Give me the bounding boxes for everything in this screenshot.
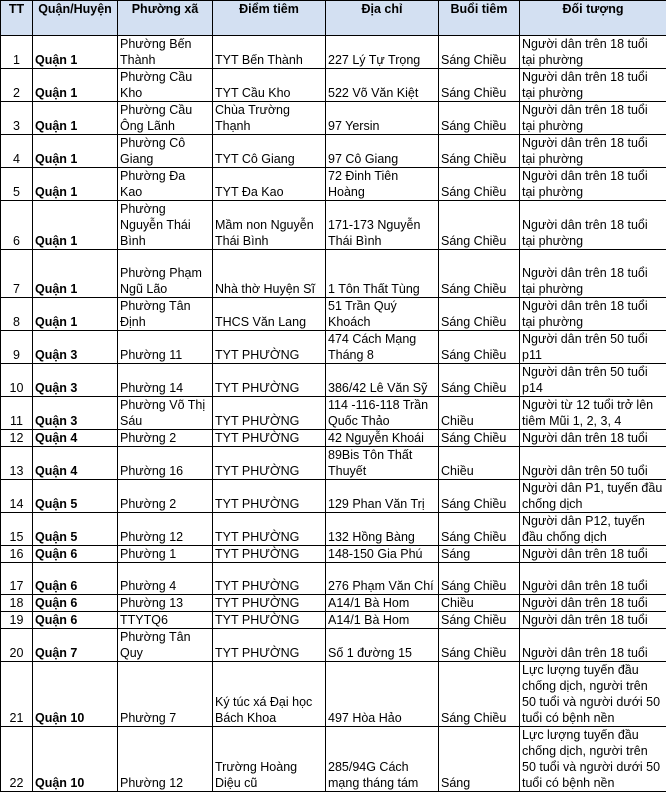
district-cell: Quận 1: [33, 298, 118, 331]
ward-cell: Phường Nguyễn Thái Bình: [118, 201, 213, 250]
table-row: [1, 135, 666, 168]
session-cell: Sáng Chiều: [439, 250, 520, 298]
session-cell: Sáng Chiều: [439, 36, 520, 69]
row-number: 10: [1, 364, 33, 397]
address-cell: 97 Yersin: [326, 102, 439, 135]
row-number: 1: [1, 36, 33, 69]
target-cell: Lực lượng tuyến đầu chống dịch, người trên 50 tuổi và người dưới 50 tuổi có bệnh nền: [520, 727, 666, 792]
site-cell: TYT Cô Giang: [213, 135, 326, 168]
address-cell: 1 Tôn Thất Tùng: [326, 250, 439, 298]
row-number: 2: [1, 69, 33, 102]
session-cell: Sáng Chiều: [439, 102, 520, 135]
ward-cell: Phường Cầu Kho: [118, 69, 213, 102]
ward-cell: Phường 14: [118, 364, 213, 397]
target-cell: Người từ 12 tuổi trở lên tiêm Mũi 1, 2, 3, 4: [520, 397, 666, 430]
district-cell: Quận 4: [33, 430, 118, 447]
ward-cell: Phường 11: [118, 331, 213, 364]
target-cell: Người dân trên 18 tuổi: [520, 595, 666, 612]
ward-cell: Phường 16: [118, 447, 213, 480]
target-cell: Người dân trên 18 tuổi tại phường: [520, 168, 666, 201]
address-cell: 114 -116-118 Trần Quốc Thảo: [326, 397, 439, 430]
table-row: [1, 480, 666, 513]
district-cell: Quận 1: [33, 36, 118, 69]
target-cell: Người dân trên 18 tuổi tại phường: [520, 250, 666, 298]
target-cell: Người dân trên 18 tuổi tại phường: [520, 201, 666, 250]
ward-cell: Phường Phạm Ngũ Lão: [118, 250, 213, 298]
site-cell: TYT PHƯỜNG: [213, 430, 326, 447]
target-cell: Người dân trên 18 tuổi tại phường: [520, 102, 666, 135]
row-number: 15: [1, 513, 33, 546]
target-cell: Người dân trên 18 tuổi: [520, 430, 666, 447]
ward-cell: Phường Võ Thị Sáu: [118, 397, 213, 430]
table-row: [1, 364, 666, 397]
address-cell: 285/94G Cách mạng tháng tám: [326, 727, 439, 792]
header-ward: Phường xã: [118, 1, 213, 36]
ward-cell: Phường Tân Định: [118, 298, 213, 331]
address-cell: 97 Cô Giang: [326, 135, 439, 168]
address-cell: 522 Võ Văn Kiệt: [326, 69, 439, 102]
table-row: [1, 397, 666, 430]
table-row: [1, 612, 666, 629]
site-cell: TYT PHƯỜNG: [213, 331, 326, 364]
address-cell: 42 Nguyễn Khoái: [326, 430, 439, 447]
address-cell: 129 Phan Văn Trị: [326, 480, 439, 513]
table-row: [1, 298, 666, 331]
district-cell: Quận 6: [33, 612, 118, 629]
address-cell: A14/1 Bà Hom: [326, 612, 439, 629]
site-cell: TYT PHƯỜNG: [213, 563, 326, 595]
session-cell: Sáng Chiều: [439, 629, 520, 662]
session-cell: Chiều: [439, 397, 520, 430]
address-cell: 171-173 Nguyễn Thái Bình: [326, 201, 439, 250]
row-number: 4: [1, 135, 33, 168]
table-row: [1, 201, 666, 250]
district-cell: Quận 5: [33, 480, 118, 513]
site-cell: Chùa Trường Thạnh: [213, 102, 326, 135]
ward-cell: Phường Bến Thành: [118, 36, 213, 69]
session-cell: Chiều: [439, 595, 520, 612]
header-row: [1, 1, 666, 36]
session-cell: Sáng Chiều: [439, 69, 520, 102]
district-cell: Quận 1: [33, 69, 118, 102]
site-cell: TYT Đa Kao: [213, 168, 326, 201]
target-cell: Người dân trên 50 tuổi p14: [520, 364, 666, 397]
ward-cell: Phường 2: [118, 430, 213, 447]
address-cell: Số 1 đường 15: [326, 629, 439, 662]
session-cell: Sáng Chiều: [439, 135, 520, 168]
table-row: [1, 513, 666, 546]
site-cell: TYT PHƯỜNG: [213, 513, 326, 546]
header-site: Điểm tiêm: [213, 1, 326, 36]
target-cell: Người dân trên 50 tuổi p11: [520, 331, 666, 364]
table-row: [1, 250, 666, 298]
row-number: 6: [1, 201, 33, 250]
target-cell: Người dân trên 50 tuổi: [520, 447, 666, 480]
row-number: 18: [1, 595, 33, 612]
address-cell: 148-150 Gia Phú: [326, 546, 439, 563]
table-row: [1, 595, 666, 612]
row-number: 17: [1, 563, 33, 595]
ward-cell: Phường Tân Quy: [118, 629, 213, 662]
session-cell: Sáng Chiều: [439, 612, 520, 629]
ward-cell: Phường 4: [118, 563, 213, 595]
district-cell: Quận 6: [33, 595, 118, 612]
row-number: 19: [1, 612, 33, 629]
address-cell: 497 Hòa Hảo: [326, 662, 439, 727]
ward-cell: Phường Cô Giang: [118, 135, 213, 168]
table-row: [1, 331, 666, 364]
table-row: [1, 69, 666, 102]
site-cell: Trường Hoàng Diệu cũ: [213, 727, 326, 792]
address-cell: 227 Lý Tự Trọng: [326, 36, 439, 69]
district-cell: Quận 1: [33, 250, 118, 298]
site-cell: TYT Cầu Kho: [213, 69, 326, 102]
site-cell: THCS Văn Lang: [213, 298, 326, 331]
address-cell: 89Bis Tôn Thất Thuyết: [326, 447, 439, 480]
site-cell: TYT PHƯỜNG: [213, 546, 326, 563]
target-cell: Người dân trên 18 tuổi: [520, 612, 666, 629]
row-number: 11: [1, 397, 33, 430]
target-cell: Người dân trên 18 tuổi tại phường: [520, 69, 666, 102]
address-cell: 474 Cách Mạng Tháng 8: [326, 331, 439, 364]
district-cell: Quận 3: [33, 364, 118, 397]
site-cell: Ký túc xá Đại học Bách Khoa: [213, 662, 326, 727]
address-cell: 276 Phạm Văn Chí: [326, 563, 439, 595]
row-number: 12: [1, 430, 33, 447]
row-number: 14: [1, 480, 33, 513]
address-cell: 51 Trần Quý Khoách: [326, 298, 439, 331]
header-district: Quận/Huyện: [33, 1, 118, 36]
target-cell: Người dân trên 18 tuổi: [520, 563, 666, 595]
table-row: [1, 430, 666, 447]
session-cell: Sáng Chiều: [439, 364, 520, 397]
session-cell: Sáng Chiều: [439, 298, 520, 331]
row-number: 9: [1, 331, 33, 364]
row-number: 22: [1, 727, 33, 792]
target-cell: Người dân trên 18 tuổi tại phường: [520, 135, 666, 168]
address-cell: 386/42 Lê Văn Sỹ: [326, 364, 439, 397]
session-cell: Sáng Chiều: [439, 480, 520, 513]
session-cell: Sáng: [439, 546, 520, 563]
table-row: [1, 546, 666, 563]
site-cell: TYT PHƯỜNG: [213, 480, 326, 513]
district-cell: Quận 5: [33, 513, 118, 546]
session-cell: Sáng Chiều: [439, 168, 520, 201]
ward-cell: TTYTQ6: [118, 612, 213, 629]
header-target: Đối tượng: [520, 1, 666, 36]
row-number: 21: [1, 662, 33, 727]
site-cell: TYT Bến Thành: [213, 36, 326, 69]
ward-cell: Phường Đa Kao: [118, 168, 213, 201]
target-cell: Người dân trên 18 tuổi: [520, 546, 666, 563]
row-number: 16: [1, 546, 33, 563]
site-cell: TYT PHƯỜNG: [213, 612, 326, 629]
site-cell: TYT PHƯỜNG: [213, 595, 326, 612]
table-row: [1, 629, 666, 662]
ward-cell: Phường 12: [118, 513, 213, 546]
target-cell: Người dân P12, tuyến đầu chống dịch: [520, 513, 666, 546]
district-cell: Quận 1: [33, 135, 118, 168]
session-cell: Sáng Chiều: [439, 331, 520, 364]
district-cell: Quận 3: [33, 331, 118, 364]
district-cell: Quận 3: [33, 397, 118, 430]
row-number: 8: [1, 298, 33, 331]
session-cell: Sáng Chiều: [439, 430, 520, 447]
table-row: [1, 662, 666, 727]
district-cell: Quận 1: [33, 201, 118, 250]
address-cell: A14/1 Bà Hom: [326, 595, 439, 612]
ward-cell: Phường 13: [118, 595, 213, 612]
ward-cell: Phường 1: [118, 546, 213, 563]
header-session: Buổi tiêm: [439, 1, 520, 36]
row-number: 5: [1, 168, 33, 201]
table-row: [1, 36, 666, 69]
session-cell: Sáng Chiều: [439, 662, 520, 727]
table-row: [1, 727, 666, 792]
site-cell: Nhà thờ Huyện Sĩ: [213, 250, 326, 298]
district-cell: Quận 6: [33, 546, 118, 563]
table-row: [1, 168, 666, 201]
district-cell: Quận 10: [33, 727, 118, 792]
table-row: [1, 447, 666, 480]
district-cell: Quận 10: [33, 662, 118, 727]
target-cell: Người dân trên 18 tuổi: [520, 629, 666, 662]
row-number: 20: [1, 629, 33, 662]
site-cell: TYT PHƯỜNG: [213, 397, 326, 430]
row-number: 13: [1, 447, 33, 480]
session-cell: Sáng Chiều: [439, 563, 520, 595]
target-cell: Người dân trên 18 tuổi tại phường: [520, 36, 666, 69]
ward-cell: Phường Cầu Ông Lãnh: [118, 102, 213, 135]
session-cell: Sáng: [439, 727, 520, 792]
district-cell: Quận 7: [33, 629, 118, 662]
session-cell: Sáng Chiều: [439, 201, 520, 250]
session-cell: Sáng Chiều: [439, 513, 520, 546]
site-cell: TYT PHƯỜNG: [213, 364, 326, 397]
header-address: Địa chỉ: [326, 1, 439, 36]
table-row: [1, 563, 666, 595]
row-number: 3: [1, 102, 33, 135]
site-cell: TYT PHƯỜNG: [213, 447, 326, 480]
row-number: 7: [1, 250, 33, 298]
district-cell: Quận 6: [33, 563, 118, 595]
ward-cell: Phường 7: [118, 662, 213, 727]
district-cell: Quận 1: [33, 102, 118, 135]
district-cell: Quận 4: [33, 447, 118, 480]
session-cell: Chiều: [439, 447, 520, 480]
header-tt: TT: [1, 1, 33, 36]
target-cell: Lực lượng tuyến đầu chống dịch, người trên 50 tuổi và người dưới 50 tuổi có bệnh nền: [520, 662, 666, 727]
target-cell: Người dân trên 18 tuổi tại phường: [520, 298, 666, 331]
ward-cell: Phường 12: [118, 727, 213, 792]
target-cell: Người dân P1, tuyến đầu chống dịch: [520, 480, 666, 513]
address-cell: 132 Hồng Bàng: [326, 513, 439, 546]
address-cell: 72 Đinh Tiên Hoàng: [326, 168, 439, 201]
site-cell: Mầm non Nguyễn Thái Bình: [213, 201, 326, 250]
district-cell: Quận 1: [33, 168, 118, 201]
table-row: [1, 102, 666, 135]
ward-cell: Phường 2: [118, 480, 213, 513]
site-cell: TYT PHƯỜNG: [213, 629, 326, 662]
